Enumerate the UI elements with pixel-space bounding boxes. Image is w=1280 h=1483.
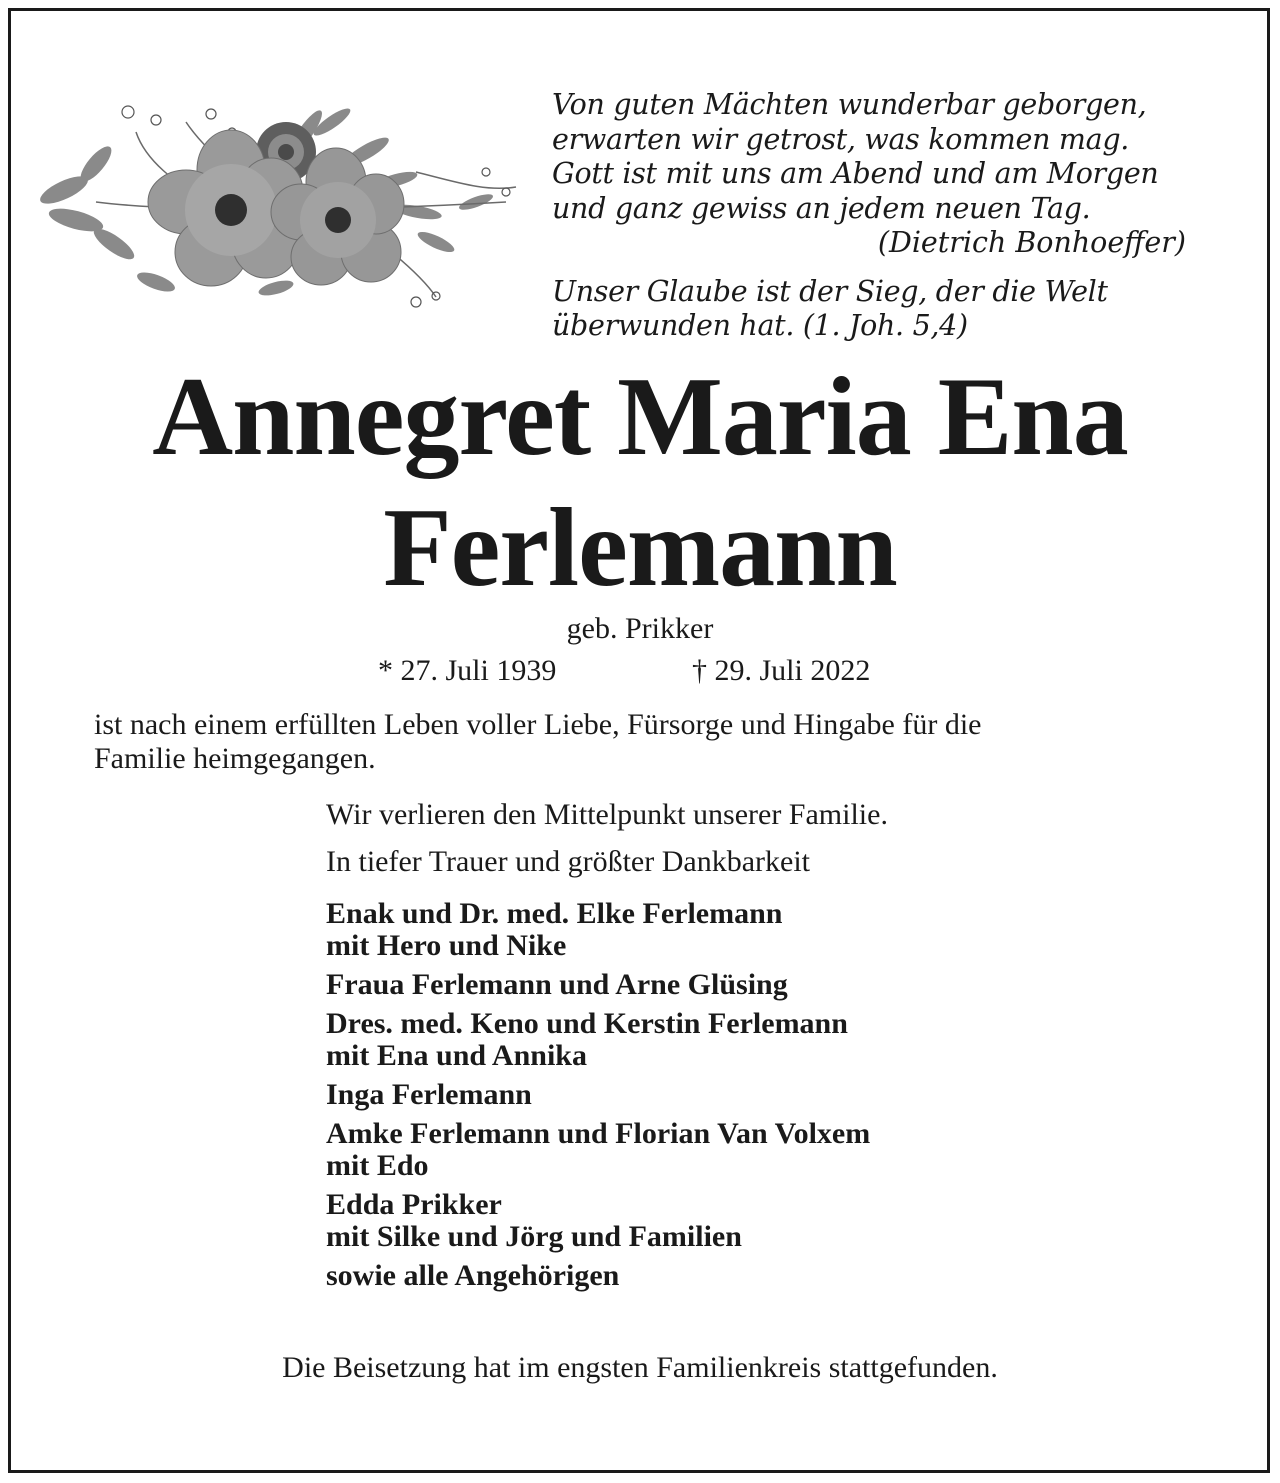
mourner-group bbox=[326, 898, 1226, 962]
mourner-line: mit Edo bbox=[326, 1149, 429, 1182]
quote-line: Von guten Mächten wunderbar geborgen, bbox=[552, 88, 1147, 121]
deceased-name-line2: Ferlemann bbox=[383, 486, 897, 610]
mourner-line: Enak und Dr. med. Elke Ferlemann bbox=[326, 897, 783, 930]
maiden-name: geb. Prikker bbox=[566, 612, 714, 645]
birth-date: * 27. Juli 1939 bbox=[378, 654, 557, 687]
mourner-group bbox=[326, 1260, 1226, 1292]
intro-line: Familie heimgegangen. bbox=[94, 742, 376, 775]
intro-line: ist nach einem erfüllten Leben voller Liebe, Fürsorge und Hingabe für die bbox=[94, 708, 982, 741]
mourner-group bbox=[326, 1079, 1226, 1111]
mourner-line: Dres. med. Keno und Kerstin Ferlemann bbox=[326, 1007, 848, 1040]
mourner-line: sowie alle Angehörigen bbox=[326, 1259, 620, 1292]
funeral-note: Die Beisetzung hat im engsten Familienkreis stattgefunden. bbox=[282, 1351, 998, 1384]
quote-line: Gott ist mit uns am Abend und am Morgen bbox=[552, 157, 1159, 190]
mourner-line: Fraua Ferlemann und Arne Glüsing bbox=[326, 968, 788, 1001]
mourner-group bbox=[326, 1008, 1226, 1072]
center-text: Wir verlieren den Mittelpunkt unserer Familie. bbox=[326, 798, 888, 831]
bonhoeffer-quote bbox=[552, 88, 1192, 344]
verse-line: Unser Glaube ist der Sieg, der die Welt bbox=[552, 274, 1108, 308]
flower-bouquet-icon bbox=[36, 92, 528, 318]
quote-line: erwarten wir getrost, was kommen mag. bbox=[552, 122, 1130, 156]
mourner-line: Edda Prikker bbox=[326, 1188, 502, 1221]
mourner-group bbox=[326, 969, 1226, 1001]
death-date: † 29. Juli 2022 bbox=[692, 654, 871, 687]
quote-line: und ganz gewiss an jedem neuen Tag. bbox=[552, 191, 1091, 225]
mourner-line: Inga Ferlemann bbox=[326, 1078, 532, 1111]
mourner-line: mit Hero und Nike bbox=[326, 929, 567, 962]
deceased-name-line1: Annegret Maria Ena bbox=[152, 355, 1128, 479]
mourner-line: mit Ena und Annika bbox=[326, 1039, 587, 1072]
quote-author: (Dietrich Bonhoeffer) bbox=[877, 226, 1186, 259]
mourning-text: In tiefer Trauer und größter Dankbarkeit bbox=[326, 845, 811, 878]
mourner-line: Amke Ferlemann und Florian Van Volxem bbox=[326, 1117, 871, 1150]
mourner-group bbox=[326, 1189, 1226, 1253]
bible-verse bbox=[552, 275, 1192, 344]
verse-line: überwunden hat. (1. Joh. 5,4) bbox=[552, 309, 968, 342]
mourner-line: mit Silke und Jörg und Familien bbox=[326, 1220, 742, 1253]
mourners-list bbox=[326, 898, 1226, 1299]
mourner-group bbox=[326, 1118, 1226, 1182]
intro-text bbox=[94, 708, 1214, 776]
